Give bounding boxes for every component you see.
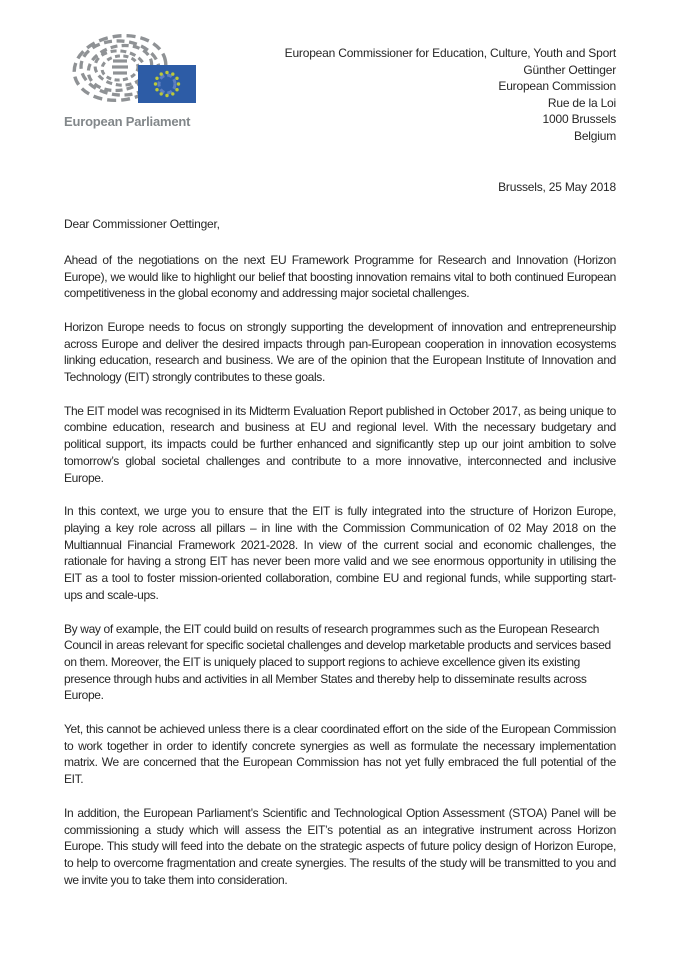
letter-paragraph: The EIT model was recognised in its Midterm Evaluation Report published in October 2017, as being unique to combine education, research and business at EU and regional level. With the necessary budgetary and political support, its impacts could be further enhanced and significantly step up our joint ambition to solve tomorrow’s global societal challenges and contribute to a more innovative, interconnected and inclusive Europe. xyxy=(64,403,616,485)
parliament-hemicycle-flag-icon xyxy=(64,33,196,103)
recipient-block xyxy=(229,33,616,145)
letter-paragraph: In this context, we urge you to ensure that the EIT is fully integrated into the structure of Horizon Europe, playing a key role across all pillars – in line with the Commission Communication of 02 May 2018 on the Multiannual Financial Framework 2021-2028. In view of the current social and economic challenges, the rationale for having a strong EIT has never been more valid and we see enormous opportunity in utilising the EIT as a tool to foster mission-oriented collaboration, combine EU and regional funds, while supporting start-ups and scale-ups. xyxy=(64,504,616,602)
recipient-line: 1000 Brussels xyxy=(542,112,616,127)
letter-paragraphs xyxy=(64,252,616,889)
letter-paragraph: Ahead of the negotiations on the next EU Framework Programme for Research and Innovation (Horizon Europe), we would like to highlight our belief that boosting innovation remains vital to both continued European competitiveness in the global economy and addressing major societal challenges. xyxy=(64,252,616,301)
letter-paragraph: In addition, the European Parliament’s Scientific and Technological Option Assessment (STOA) Panel will be commissioning a study which will assess the EIT’s potential as an integrative instrument across Horizon Europe. This study will feed into the debate on the strategic aspects of future policy design of Horizon Europe, to help to overcome fragmentation and create synergies. The results of the study will be transmitted to you and we invite you to take them into consideration. xyxy=(64,805,616,887)
letter-paragraph: By way of example, the EIT could build on results of research programmes such as the European Research Council in areas relevant for specific societal challenges and develop marketable products and services based on them. Moreover, the EIT is uniquely placed to support regions to achieve excellence given its existing presence through hubs and activities in all Member States and thereby help to disseminate results across Europe. xyxy=(64,621,611,703)
recipient-line: Belgium xyxy=(574,128,616,143)
recipient-line: Günther Oettinger xyxy=(523,62,616,77)
recipient-line: European Commissioner for Education, Culture, Youth and Sport xyxy=(284,46,616,60)
salutation: Dear Commissioner Oettinger, xyxy=(64,217,220,232)
date-line: Brussels, 25 May 2018 xyxy=(498,179,616,194)
letter-paragraph: Horizon Europe needs to focus on strongly supporting the development of innovation and entrepreneurship across Europe and deliver the desired impacts through pan-European cooperation in innovation ecosystems linking education, research and business. We are of the opinion that the European Institute of Innovation and Technology (EIT) strongly contributes to these goals. xyxy=(64,319,616,385)
recipient-line: European Commission xyxy=(498,79,616,94)
letter-paragraph: Yet, this cannot be achieved unless there is a clear coordinated effort on the side of the European Commission to work together in order to identify concrete synergies as well as formulate the necessary implementation matrix. We are concerned that the European Commission has not yet fully embraced the full potential of the EIT. xyxy=(64,722,616,787)
logo-wordmark: European Parliament xyxy=(64,114,191,129)
eu-flag xyxy=(138,65,196,103)
letter-header xyxy=(64,33,616,145)
recipient-line: Rue de la Loi xyxy=(547,95,616,110)
european-parliament-logo xyxy=(64,33,229,129)
